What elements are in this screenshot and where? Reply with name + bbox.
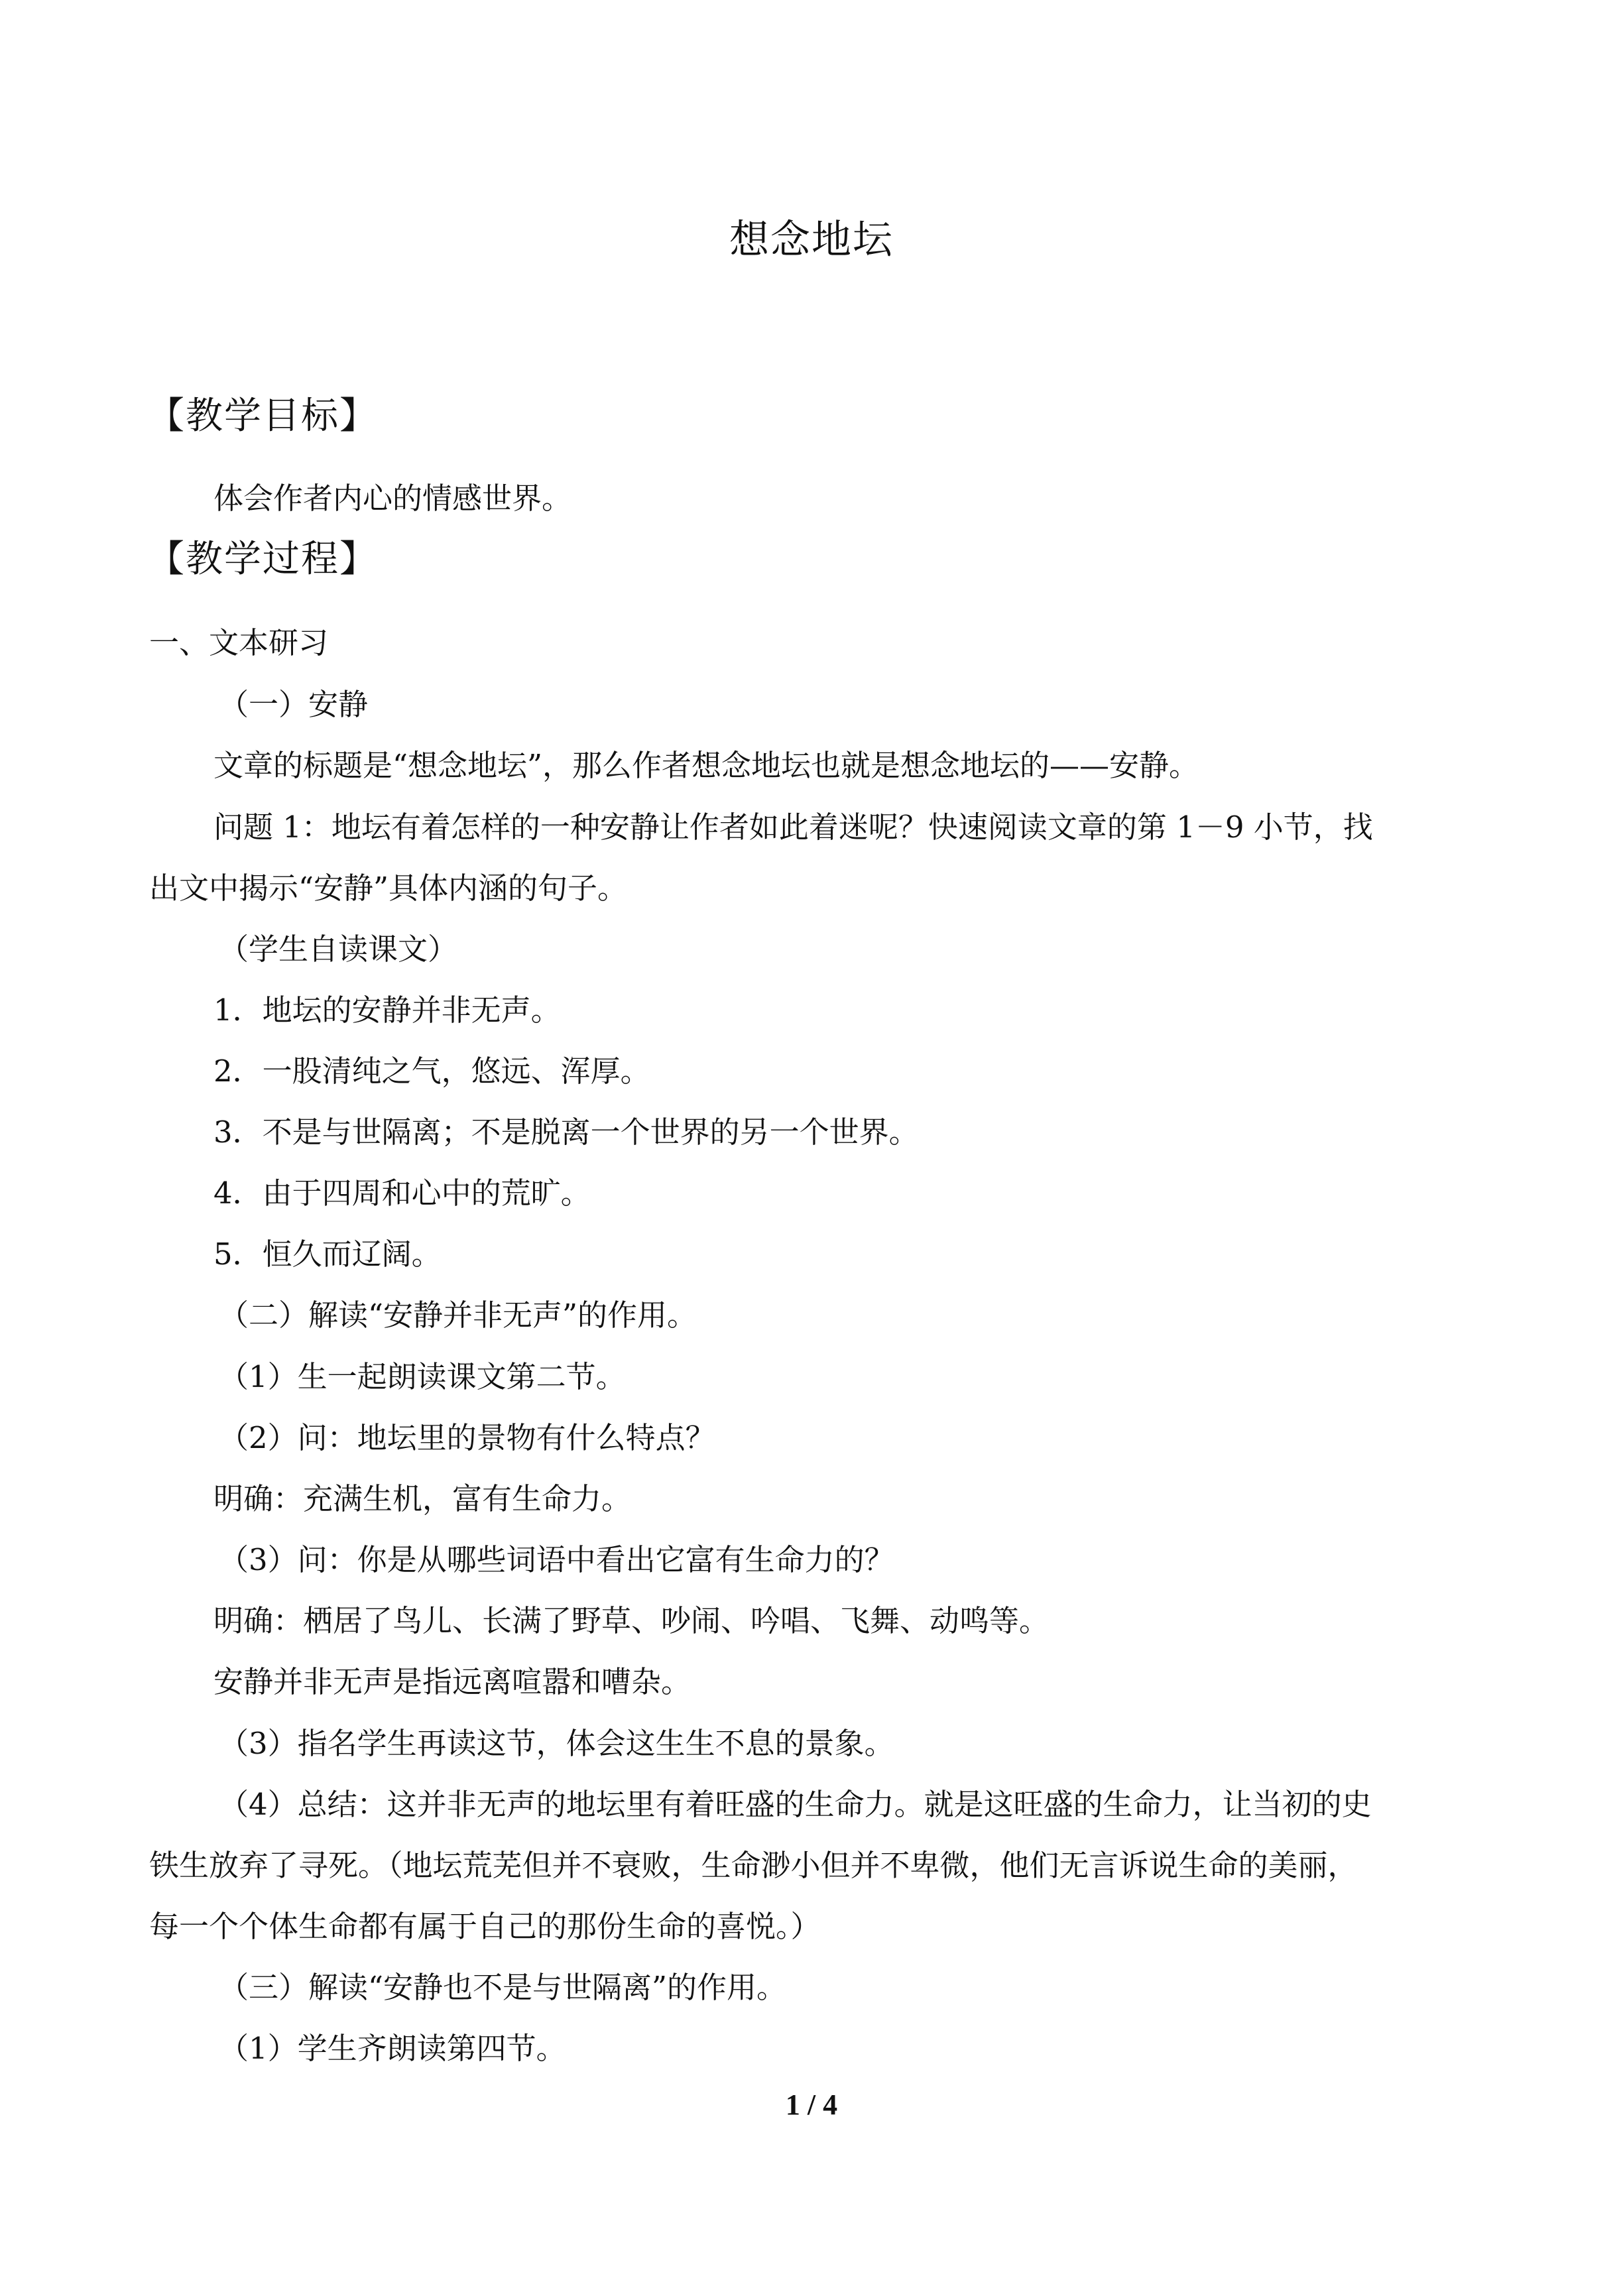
subsection-heading: （一）安静 [219,687,369,722]
paragraph-line: （3）指名学生再读这节，体会这生生不息的景象。 [219,1726,894,1761]
subsection-heading: （二）解读“安静并非无声”的作用。 [219,1298,697,1333]
list-item: 1．地坛的安静并非无声。 [213,993,561,1028]
paragraph-line: （学生自读课文） [219,932,458,967]
paragraph-line: （1）生一起朗读课文第二节。 [219,1359,626,1394]
page-number: 1 / 4 [785,2088,838,2121]
paragraph-line: 铁生放弃了寻死。（地坛荒芜但并不衰败，生命渺小但并不卑微，他们无言诉说生命的美丽， [149,1848,1358,1883]
list-item: 5．恒久而辽阔。 [213,1237,442,1272]
paragraph-line: 出文中揭示“安静”具体内涵的句子。 [149,871,628,906]
teaching-goal-text: 体会作者内心的情感世界。 [213,481,572,516]
list-item: 4．由于四周和心中的荒旷。 [213,1176,591,1211]
list-item: 2．一股清纯之气，悠远、浑厚。 [213,1054,650,1089]
document-title: 想念地坛 [729,217,894,263]
paragraph-line: （1）学生齐朗读第四节。 [219,2031,566,2066]
paragraph-line: 安静并非无声是指远离喧嚣和嘈杂。 [213,1664,691,1699]
paragraph-line: 文章的标题是“想念地坛”，那么作者想念地坛也就是想念地坛的——安静。 [213,748,1199,783]
teaching-goal-heading: 【教学目标】 [147,394,378,438]
paragraph-line: 问题 1：地坛有着怎样的一种安静让作者如此着迷呢？快速阅读文章的第 1－9 小节，找 [213,810,1373,845]
section-heading: 一、文本研习 [149,625,329,660]
subsection-heading: （三）解读“安静也不是与世隔离”的作用。 [219,1970,787,2005]
paragraph-line: 明确：栖居了鸟儿、长满了野草、吵闹、吟唱、飞舞、动鸣等。 [213,1603,1050,1638]
paragraph-line: （3）问：你是从哪些词语中看出它富有生命力的？ [219,1542,894,1577]
paragraph-line: 明确：充满生机，富有生命力。 [213,1481,632,1516]
paragraph-line: （4）总结：这并非无声的地坛里有着旺盛的生命力。就是这旺盛的生命力，让当初的史 [219,1787,1372,1822]
paragraph-line: 每一个个体生命都有属于自己的那份生命的喜悦。） [149,1909,821,1944]
paragraph-line: （2）问：地坛里的景物有什么特点？ [219,1420,715,1455]
teaching-process-heading: 【教学过程】 [147,538,378,581]
list-item: 3．不是与世隔离；不是脱离一个世界的另一个世界。 [213,1115,919,1150]
